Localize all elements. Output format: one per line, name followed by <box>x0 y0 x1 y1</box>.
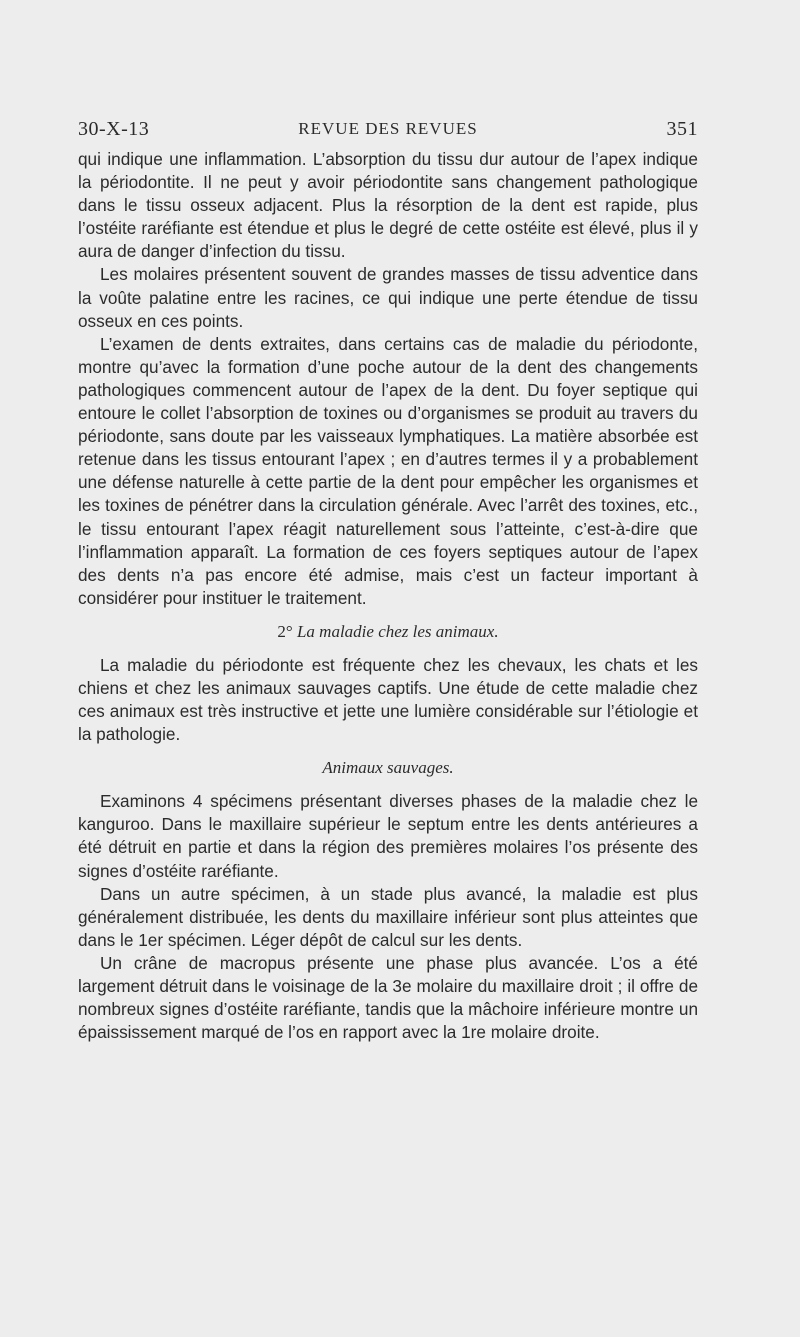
paragraph: La maladie du périodonte est fréquente chez les chevaux, les chats et les chiens et chez les animaux sauvages captifs. Une étude de cette maladie chez ces animaux est très instructive et jette une lumière considérable sur l’étiologie et la pathologie. <box>78 654 698 745</box>
paragraph: Dans un autre spécimen, à un stade plus avancé, la maladie est plus généralement distribuée, les dents du maxillaire inférieur sont plus atteintes que dans le 1er spécimen. Léger dépôt de calcul sur les dents. <box>78 883 698 950</box>
section-number: 2° <box>277 621 293 641</box>
body-text <box>78 148 698 1044</box>
issue-date: 30-X-13 <box>78 118 150 140</box>
page-number: 351 <box>666 118 698 140</box>
paragraph: Les molaires présentent souvent de grandes masses de tissu adventice dans la voûte palatine entre les racines, ce qui indique une perte étendue de tissu osseux en ces points. <box>78 264 698 331</box>
paragraph: Examinons 4 spécimens présentant diverses phases de la maladie chez le kanguroo. Dans le maxillaire supérieur le septum entre les dents antérieures a été détruit en partie et dans la région des premières molaires l’os présente des signes d’ostéite raréfiante. <box>78 791 698 881</box>
section-heading <box>78 620 698 644</box>
subheading: Animaux sauvages. <box>322 758 454 778</box>
paragraph: Un crâne de macropus présente une phase plus avancée. L’os a été largement détruit dans le voisinage de la 3e molaire du maxillaire droit ; il offre de nombreux signes d’ostéite raréfiante, tandis que la mâchoire inférieure montre un épaississement marqué de l’os en rapport avec la 1re molaire droite. <box>78 952 698 1043</box>
journal-title: REVUE DES REVUES <box>298 119 478 138</box>
paragraph: L’examen de dents extraites, dans certains cas de maladie du périodonte, montre qu’avec la formation d’une poche autour de la dent des changements pathologiques commencent autour de l’apex de la dent. Du foyer septique qui entoure le collet l’absorption de toxines ou d’organismes se produit au travers du périodonte, sans doute par les vaisseaux lymphatiques. La matière absorbée est retenue dans les tissus entourant l’apex ; en d’autres termes il y a probablement une défense naturelle à cette partie de la dent pour empêcher les organismes et les toxines de pénétrer dans la circulation générale. Avec l’arrêt des toxines, etc., le tissu entourant l’apex réagit naturellement sous l’atteinte, c’est-à-dire que l’inflammation apparaît. La formation de ces foyers septiques autour de l’apex des dents n’a pas encore été admise, mais c’est un facteur important à considérer pour instituer le traitement. <box>78 333 698 608</box>
document-page <box>78 118 698 1044</box>
running-head <box>78 118 698 148</box>
paragraph: qui indique une inflammation. L’absorption du tissu dur autour de l’apex indique la périodontite. Il ne peut y avoir périodontite sans changement pathologique dans le tissu osseux adjacent. Plus la résorption de la dent est rapide, plus l’ostéite raréfiante est étendue et plus le degré de cette ostéite est élevé, plus il y aura de danger d’infection du tissu. <box>78 149 698 262</box>
section-title: La maladie chez les animaux. <box>296 621 499 641</box>
